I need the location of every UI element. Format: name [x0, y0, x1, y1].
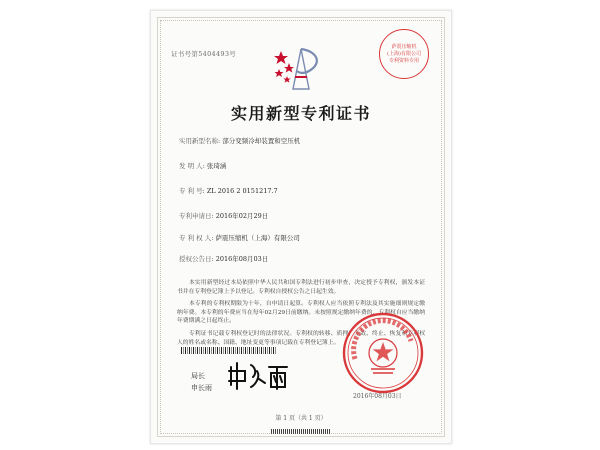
director-signature-icon — [227, 357, 291, 393]
field-value: 2016年02月29日 — [215, 212, 269, 220]
field-patent-number — [179, 186, 278, 195]
company-stamp-line: 专利资料专用 — [388, 58, 419, 64]
field-label: 授权公告日: — [179, 255, 214, 263]
field-patentee — [179, 233, 300, 242]
patent-certificate — [150, 10, 452, 444]
seal-date: 2016年08月03日 — [353, 393, 402, 400]
field-value: 萨震压缩机（上海）有限公司 — [215, 234, 300, 242]
field-label: 实用新型名称: — [179, 137, 221, 145]
field-value: 2016年08月03日 — [215, 255, 269, 263]
page-footer: 第 1 页（共 1 页） — [275, 415, 327, 422]
state-ip-office-seal-icon — [341, 311, 425, 395]
field-value: ZL 2016 2 0151217.7 — [206, 187, 278, 195]
certificate-title: 实用新型专利证书 — [230, 104, 371, 123]
field-label: 专利申请日: — [179, 212, 214, 220]
director-title: 局长 — [191, 372, 205, 380]
field-grant-date — [179, 254, 268, 263]
certificate-number: 证书号第5404493号 — [171, 50, 237, 58]
field-inventor — [179, 161, 226, 170]
field-value: 部分变频冷却装置和空压机 — [222, 137, 301, 145]
company-stamp-line: 萨震压缩机 — [391, 44, 417, 50]
field-label: 专 利 号: — [179, 187, 205, 195]
body-paragraph: 专利证书记载专利权登记时的法律状况。专利权的转移、质押、无效、终止、恢复和专利权人的姓名或名称、国籍、地址变更等事项记载在专利登记簿上。 — [177, 330, 425, 346]
barcode — [181, 347, 277, 354]
director-name: 申长雨 — [191, 384, 212, 392]
field-value: 张琦涵 — [206, 162, 227, 170]
body-paragraph: 本实用新型经过本局依照中华人民共和国专利法进行初步审查，决定授予专利权，颁发本证书并在专利登记簿上予以登记。专利权自授权公告之日起生效。 — [177, 280, 425, 295]
field-utility-model-name — [179, 136, 300, 145]
patent-office-emblem-icon — [271, 43, 327, 95]
company-stamp — [379, 29, 429, 79]
company-stamp-line: (上海)有限公司 — [387, 51, 421, 57]
field-application-date — [179, 211, 268, 220]
field-label: 发 明 人: — [179, 162, 205, 170]
bottom-barcode — [271, 429, 331, 434]
body-paragraph: 本专利的专利权期限为十年，自申请日起算。专利权人应当依照专利法及其实施细则规定缴纳年费。本专利的年费应当在每年02月29日前缴纳。未按照规定缴纳年费的，专利权自应当缴纳年费期满之日起终止。 — [177, 301, 425, 325]
field-label: 专 利 权 人: — [179, 234, 214, 242]
